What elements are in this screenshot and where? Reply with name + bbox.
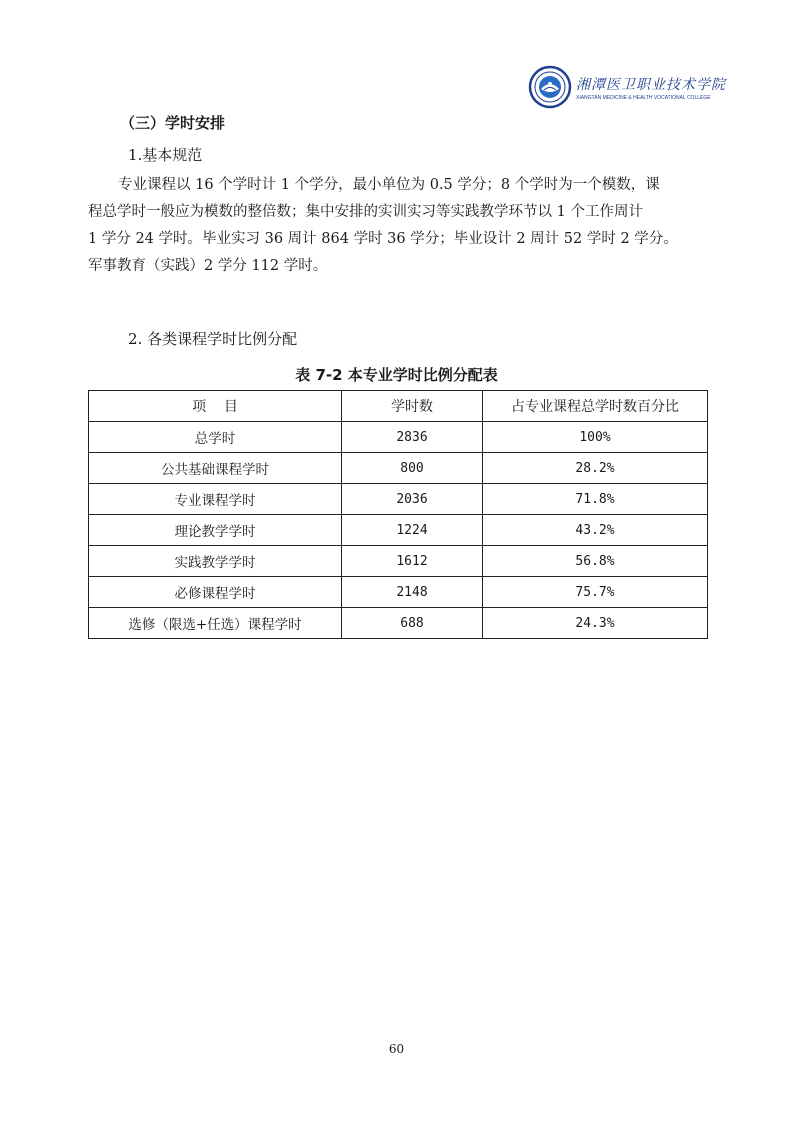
table-row <box>89 484 708 515</box>
row-item: 选修（限选+任选）课程学时 <box>89 608 342 639</box>
college-logo <box>528 64 728 110</box>
row-item: 公共基础课程学时 <box>89 453 342 484</box>
row-hours: 1612 <box>342 546 483 577</box>
college-emblem-icon <box>528 65 572 109</box>
table-header-row <box>89 391 708 422</box>
row-hours: 2836 <box>342 422 483 453</box>
hour-ratio-table <box>88 390 708 639</box>
subheading-hour-ratio: 2. 各类课程学时比例分配 <box>128 330 298 348</box>
row-percentage: 100% <box>483 422 708 453</box>
college-name-en: XIANGTAN MEDICINE & HEALTH VOCATIONAL COLLEGE <box>576 94 711 101</box>
row-hours: 800 <box>342 453 483 484</box>
row-item: 理论教学学时 <box>89 515 342 546</box>
row-hours: 688 <box>342 608 483 639</box>
row-item: 必修课程学时 <box>89 577 342 608</box>
header-hours: 学时数 <box>342 391 483 422</box>
paragraph-line: 军事教育（实践）2 学分 112 学时。 <box>88 258 328 274</box>
table-row <box>89 546 708 577</box>
table-caption: 表 7-2 本专业学时比例分配表 <box>295 366 498 384</box>
table-row <box>89 515 708 546</box>
table-row <box>89 577 708 608</box>
section-heading: （三）学时安排 <box>120 114 226 132</box>
table-row <box>89 422 708 453</box>
header-percentage: 占专业课程总学时数百分比 <box>483 391 708 422</box>
row-hours: 2148 <box>342 577 483 608</box>
college-name: 湘潭医卫职业技术学院 <box>576 76 726 93</box>
paragraph-line: 程总学时一般应为模数的整倍数；集中安排的实训实习等实践教学环节以 1 个工作周计 <box>88 204 643 220</box>
paragraph-line: 专业课程以 16 个学时计 1 个学分，最小单位为 0.5 学分；8 个学时为一个模数，课 <box>118 177 660 193</box>
row-item: 专业课程学时 <box>89 484 342 515</box>
row-percentage: 56.8% <box>483 546 708 577</box>
row-hours: 1224 <box>342 515 483 546</box>
row-item: 总学时 <box>89 422 342 453</box>
basic-rules-paragraph <box>88 172 708 280</box>
row-hours: 2036 <box>342 484 483 515</box>
table-row <box>89 608 708 639</box>
subheading-basic-rules: 1.基本规范 <box>128 146 203 164</box>
row-percentage: 24.3% <box>483 608 708 639</box>
row-percentage: 28.2% <box>483 453 708 484</box>
row-item: 实践教学学时 <box>89 546 342 577</box>
row-percentage: 43.2% <box>483 515 708 546</box>
college-name-block <box>576 74 726 101</box>
page-number: 60 <box>388 1042 405 1056</box>
table-row <box>89 453 708 484</box>
header-item: 项 目 <box>89 391 342 422</box>
paragraph-line: 1 学分 24 学时。毕业实习 36 周计 864 学时 36 学分；毕业设计 2 周计 52 学时 2 学分。 <box>88 231 678 247</box>
row-percentage: 71.8% <box>483 484 708 515</box>
row-percentage: 75.7% <box>483 577 708 608</box>
